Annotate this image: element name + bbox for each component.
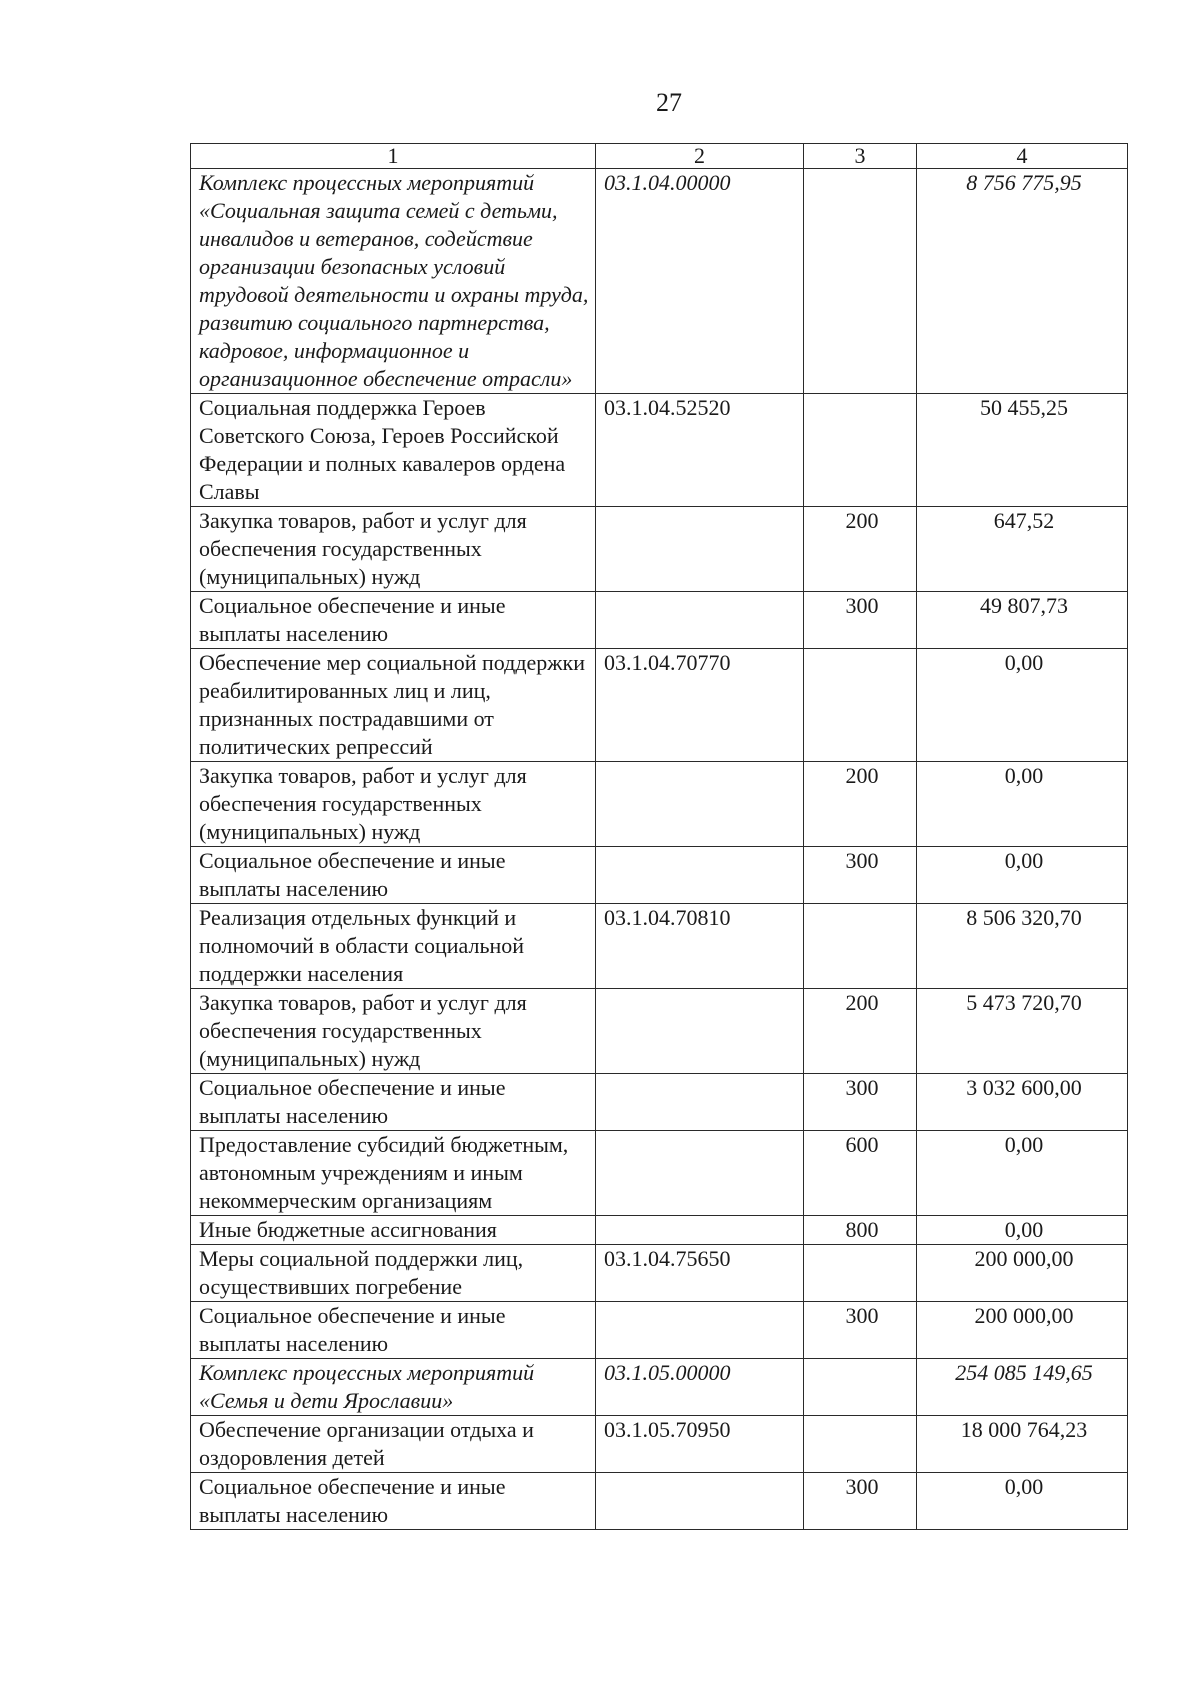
cell-target-code bbox=[596, 1074, 804, 1131]
cell-expense-type: 300 bbox=[804, 1302, 917, 1359]
page-number: 27 bbox=[656, 88, 682, 117]
budget-table bbox=[190, 143, 1128, 1530]
cell-name: Предоставление субсидий бюджетным, автономным учреждениям и иным некоммерческим организациям bbox=[191, 1131, 596, 1216]
table-row bbox=[191, 1302, 1128, 1359]
cell-name: Комплекс процессных мероприятий «Социальная защита семей с детьми, инвалидов и ветеранов, содействие организации безопасных условий трудовой деятельности и охраны труда, развитию социального партнерства, кадровое, информационное и организационное обеспечение отрасли» bbox=[191, 169, 596, 394]
cell-target-code: 03.1.04.00000 bbox=[596, 169, 804, 394]
cell-expense-type bbox=[804, 1359, 917, 1416]
cell-amount: 0,00 bbox=[917, 1131, 1128, 1216]
cell-expense-type bbox=[804, 904, 917, 989]
cell-expense-type: 200 bbox=[804, 762, 917, 847]
cell-target-code bbox=[596, 1473, 804, 1530]
cell-amount: 200 000,00 bbox=[917, 1245, 1128, 1302]
cell-amount: 50 455,25 bbox=[917, 394, 1128, 507]
cell-target-code: 03.1.04.70770 bbox=[596, 649, 804, 762]
table-row bbox=[191, 592, 1128, 649]
cell-name: Комплекс процессных мероприятий «Семья и дети Ярославии» bbox=[191, 1359, 596, 1416]
cell-amount: 200 000,00 bbox=[917, 1302, 1128, 1359]
cell-amount: 0,00 bbox=[917, 649, 1128, 762]
cell-target-code bbox=[596, 989, 804, 1074]
cell-name: Социальное обеспечение и иные выплаты населению bbox=[191, 1074, 596, 1131]
cell-name: Закупка товаров, работ и услуг для обеспечения государственных (муниципальных) нужд bbox=[191, 762, 596, 847]
cell-amount: 49 807,73 bbox=[917, 592, 1128, 649]
cell-name: Социальное обеспечение и иные выплаты населению bbox=[191, 592, 596, 649]
header-col-1: 1 bbox=[191, 144, 596, 169]
table-row bbox=[191, 989, 1128, 1074]
cell-target-code: 03.1.05.00000 bbox=[596, 1359, 804, 1416]
cell-name: Закупка товаров, работ и услуг для обеспечения государственных (муниципальных) нужд bbox=[191, 507, 596, 592]
header-col-2: 2 bbox=[596, 144, 804, 169]
cell-target-code: 03.1.04.52520 bbox=[596, 394, 804, 507]
cell-expense-type bbox=[804, 1416, 917, 1473]
cell-amount: 8 506 320,70 bbox=[917, 904, 1128, 989]
cell-name: Меры социальной поддержки лиц, осуществивших погребение bbox=[191, 1245, 596, 1302]
cell-target-code bbox=[596, 847, 804, 904]
cell-amount: 0,00 bbox=[917, 847, 1128, 904]
cell-amount: 8 756 775,95 bbox=[917, 169, 1128, 394]
cell-expense-type: 600 bbox=[804, 1131, 917, 1216]
cell-name: Социальная поддержка Героев Советского Союза, Героев Российской Федерации и полных кавалеров ордена Славы bbox=[191, 394, 596, 507]
cell-amount: 0,00 bbox=[917, 1473, 1128, 1530]
table-row bbox=[191, 1473, 1128, 1530]
cell-amount: 647,52 bbox=[917, 507, 1128, 592]
cell-target-code bbox=[596, 1131, 804, 1216]
cell-target-code bbox=[596, 762, 804, 847]
table-row bbox=[191, 1359, 1128, 1416]
cell-name: Иные бюджетные ассигнования bbox=[191, 1216, 596, 1245]
cell-expense-type bbox=[804, 649, 917, 762]
cell-name: Социальное обеспечение и иные выплаты населению bbox=[191, 847, 596, 904]
header-col-3: 3 bbox=[804, 144, 917, 169]
cell-expense-type bbox=[804, 394, 917, 507]
cell-amount: 254 085 149,65 bbox=[917, 1359, 1128, 1416]
table-row bbox=[191, 1416, 1128, 1473]
cell-target-code bbox=[596, 1216, 804, 1245]
cell-expense-type: 300 bbox=[804, 1473, 917, 1530]
table-row bbox=[191, 904, 1128, 989]
cell-name: Обеспечение организации отдыха и оздоровления детей bbox=[191, 1416, 596, 1473]
cell-expense-type bbox=[804, 1245, 917, 1302]
table-row bbox=[191, 394, 1128, 507]
cell-expense-type bbox=[804, 169, 917, 394]
cell-expense-type: 200 bbox=[804, 989, 917, 1074]
table-row bbox=[191, 649, 1128, 762]
cell-target-code: 03.1.05.70950 bbox=[596, 1416, 804, 1473]
cell-name: Социальное обеспечение и иные выплаты населению bbox=[191, 1473, 596, 1530]
cell-name: Закупка товаров, работ и услуг для обеспечения государственных (муниципальных) нужд bbox=[191, 989, 596, 1074]
cell-name: Социальное обеспечение и иные выплаты населению bbox=[191, 1302, 596, 1359]
cell-name: Реализация отдельных функций и полномочий в области социальной поддержки населения bbox=[191, 904, 596, 989]
cell-amount: 3 032 600,00 bbox=[917, 1074, 1128, 1131]
table-row bbox=[191, 507, 1128, 592]
table-header-row bbox=[191, 144, 1128, 169]
cell-amount: 5 473 720,70 bbox=[917, 989, 1128, 1074]
cell-target-code: 03.1.04.70810 bbox=[596, 904, 804, 989]
table-row bbox=[191, 762, 1128, 847]
cell-target-code: 03.1.04.75650 bbox=[596, 1245, 804, 1302]
table-row bbox=[191, 169, 1128, 394]
cell-expense-type: 300 bbox=[804, 847, 917, 904]
cell-target-code bbox=[596, 592, 804, 649]
table-row bbox=[191, 847, 1128, 904]
header-col-4: 4 bbox=[917, 144, 1128, 169]
cell-amount: 0,00 bbox=[917, 1216, 1128, 1245]
table-row bbox=[191, 1216, 1128, 1245]
table-row bbox=[191, 1074, 1128, 1131]
cell-expense-type: 300 bbox=[804, 592, 917, 649]
cell-name: Обеспечение мер социальной поддержки реабилитированных лиц и лиц, признанных пострадавшими от политических репрессий bbox=[191, 649, 596, 762]
cell-amount: 18 000 764,23 bbox=[917, 1416, 1128, 1473]
table-row bbox=[191, 1245, 1128, 1302]
cell-expense-type: 300 bbox=[804, 1074, 917, 1131]
cell-expense-type: 200 bbox=[804, 507, 917, 592]
cell-target-code bbox=[596, 507, 804, 592]
cell-target-code bbox=[596, 1302, 804, 1359]
cell-expense-type: 800 bbox=[804, 1216, 917, 1245]
table-row bbox=[191, 1131, 1128, 1216]
cell-amount: 0,00 bbox=[917, 762, 1128, 847]
